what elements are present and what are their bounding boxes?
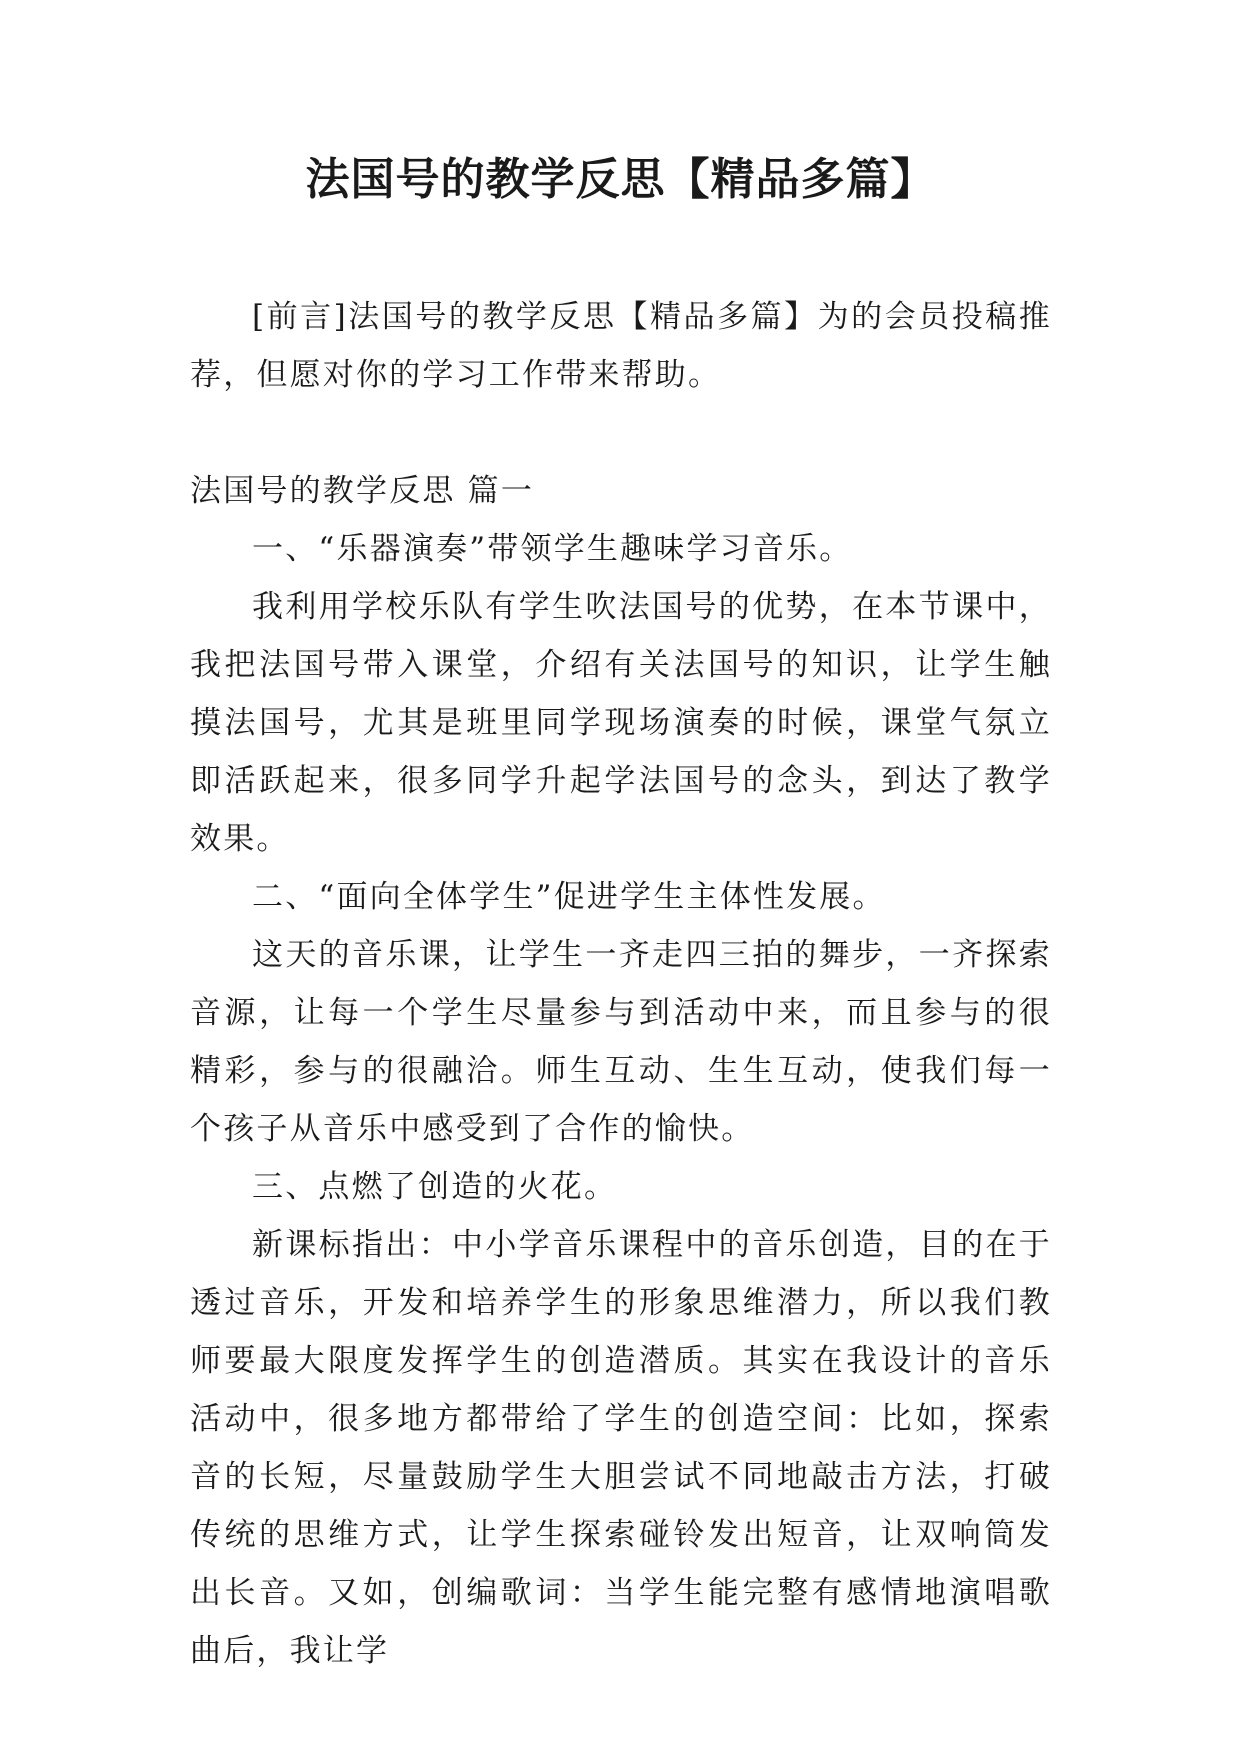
point-two-heading: 二、“面向全体学生”促进学生主体性发展。 xyxy=(252,879,886,915)
section-heading: 法国号的教学反思 篇一 xyxy=(190,473,535,509)
document-body xyxy=(190,288,1052,1680)
document-title: 法国号的教学反思【精品多篇】 xyxy=(305,154,936,205)
paragraph-spacer xyxy=(190,404,1052,462)
point-three-paragraph: 新课标指出：中小学音乐课程中的音乐创造，目的在于透过音乐，开发和培养学生的形象思维潜力，所以我们教师要最大限度发挥学生的创造潜质。其实在我设计的音乐活动中，很多地方都带给了学生的创造空间：比如，探索音的长短，尽量鼓励学生大胆尝试不同地敲击方法，打破传统的思维方式，让学生探索碰铃发出短音，让双响筒发出长音。又如，创编歌词：当学生能完整有感情地演唱歌曲后，我让学 xyxy=(190,1227,1052,1669)
point-two-paragraph: 这天的音乐课，让学生一齐走四三拍的舞步，一齐探索音源，让每一个学生尽量参与到活动中来，而且参与的很精彩，参与的很融洽。师生互动、生生互动，使我们每一个孩子从音乐中感受到了合作的愉快。 xyxy=(190,937,1052,1147)
point-one-heading: 一、“乐器演奏”带领学生趣味学习音乐。 xyxy=(252,531,853,567)
point-three-heading: 三、点燃了创造的火花。 xyxy=(252,1169,618,1205)
preface-paragraph: [前言]法国号的教学反思【精品多篇】为的会员投稿推荐，但愿对你的学习工作带来帮助。 xyxy=(190,299,1052,393)
point-one-paragraph: 我利用学校乐队有学生吹法国号的优势，在本节课中，我把法国号带入课堂，介绍有关法国号的知识，让学生触摸法国号，尤其是班里同学现场演奏的时候，课堂气氛立即活跃起来，很多同学升起学法国号的念头，到达了教学效果。 xyxy=(190,589,1052,857)
